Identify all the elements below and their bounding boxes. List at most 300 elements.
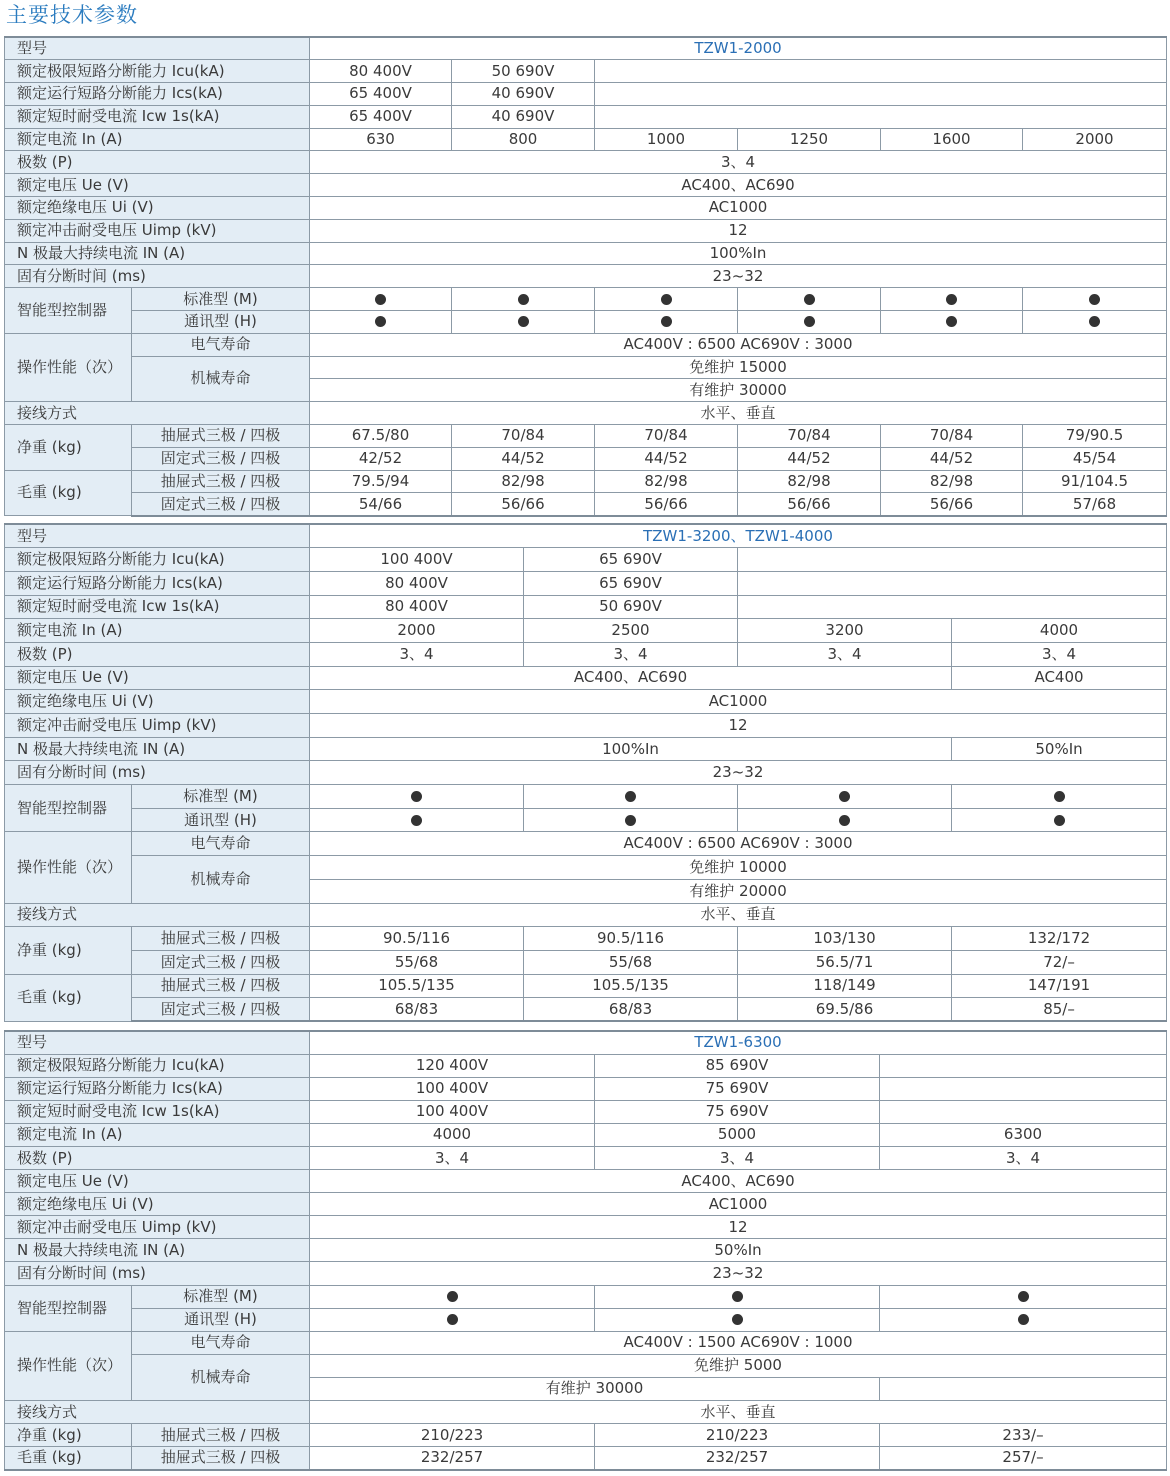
label-ue: 额定电压 Ue (V) bbox=[5, 666, 310, 690]
label-standard: 标准型 (M) bbox=[132, 288, 310, 311]
filled-dot-icon bbox=[839, 815, 850, 826]
value-cell: 118/149 bbox=[738, 974, 952, 998]
value-cell: 3、4 bbox=[310, 1146, 595, 1169]
label-fixed: 固定式三极 / 四极 bbox=[132, 493, 310, 516]
value-cell: 82/98 bbox=[452, 470, 595, 493]
dot-cell bbox=[952, 808, 1167, 832]
filled-dot-icon bbox=[447, 1314, 458, 1325]
table-row bbox=[5, 470, 1167, 493]
value-cell: 91/104.5 bbox=[1023, 470, 1167, 493]
table-row bbox=[5, 311, 1167, 334]
value-cell: 100 400V bbox=[310, 1100, 595, 1123]
value-cell: 75 690V bbox=[595, 1100, 880, 1123]
label-controller: 智能型控制器 bbox=[5, 1285, 132, 1331]
filled-dot-icon bbox=[732, 1291, 743, 1302]
label-drawout: 抽屉式三极 / 四极 bbox=[132, 974, 310, 998]
value-cell: 1600 bbox=[881, 128, 1023, 151]
table-row bbox=[5, 356, 1167, 379]
label-net-weight: 净重 (kg) bbox=[5, 425, 132, 471]
dot-cell bbox=[595, 1308, 880, 1331]
label-drawout: 抽屉式三极 / 四极 bbox=[132, 470, 310, 493]
table-row bbox=[5, 714, 1167, 738]
page-title: 主要技术参数 bbox=[6, 3, 138, 27]
label-break-time: 固有分断时间 (ms) bbox=[5, 761, 310, 785]
dot-cell bbox=[524, 808, 738, 832]
table-row bbox=[5, 666, 1167, 690]
value-cell: 82/98 bbox=[738, 470, 881, 493]
value-cell: 90.5/116 bbox=[524, 927, 738, 951]
empty-cell bbox=[595, 60, 1167, 83]
value-cell: 54/66 bbox=[310, 493, 452, 516]
label-icw: 额定短时耐受电流 Icw 1s(kA) bbox=[5, 595, 310, 619]
value-cell: 3、4 bbox=[738, 642, 952, 666]
value-cell: 12 bbox=[310, 714, 1167, 738]
value-cell: 103/130 bbox=[738, 927, 952, 951]
value-cell: 65 400V bbox=[310, 105, 452, 128]
dot-cell bbox=[738, 808, 952, 832]
label-elec-life: 电气寿命 bbox=[132, 832, 310, 856]
value-cell: 232/257 bbox=[310, 1447, 595, 1470]
value-cell: 56/66 bbox=[595, 493, 738, 516]
value-cell: 85/– bbox=[952, 998, 1167, 1022]
value-cell: 100%In bbox=[310, 737, 952, 761]
value-cell: AC1000 bbox=[310, 197, 1167, 220]
label-break-time: 固有分断时间 (ms) bbox=[5, 1262, 310, 1285]
label-icw: 额定短时耐受电流 Icw 1s(kA) bbox=[5, 105, 310, 128]
value-cell: 70/84 bbox=[881, 425, 1023, 448]
value-cell: 56/66 bbox=[881, 493, 1023, 516]
label-mech-life: 机械寿命 bbox=[132, 1354, 310, 1400]
filled-dot-icon bbox=[1054, 815, 1065, 826]
filled-dot-icon bbox=[804, 294, 815, 305]
value-cell: 免维护 15000 bbox=[310, 356, 1167, 379]
table-row bbox=[5, 105, 1167, 128]
filled-dot-icon bbox=[625, 791, 636, 802]
value-cell: 3、4 bbox=[595, 1146, 880, 1169]
table-row bbox=[5, 974, 1167, 998]
table-row bbox=[5, 1239, 1167, 1262]
filled-dot-icon bbox=[1018, 1291, 1029, 1302]
value-cell: 800 bbox=[452, 128, 595, 151]
label-gross-weight: 毛重 (kg) bbox=[5, 974, 132, 1021]
label-gross-weight: 毛重 (kg) bbox=[5, 1447, 132, 1470]
value-cell: 75 690V bbox=[595, 1077, 880, 1100]
table-row bbox=[5, 83, 1167, 106]
spec-table-tzw1-6300 bbox=[4, 1030, 1167, 1471]
value-cell: 80 400V bbox=[310, 60, 452, 83]
value-cell: 69.5/86 bbox=[738, 998, 952, 1022]
value-cell: 4000 bbox=[952, 619, 1167, 643]
value-cell: 210/223 bbox=[310, 1424, 595, 1447]
table-row bbox=[5, 1054, 1167, 1077]
value-cell: 2000 bbox=[1023, 128, 1167, 151]
value-cell: 4000 bbox=[310, 1123, 595, 1146]
label-poles: 极数 (P) bbox=[5, 151, 310, 174]
value-cell: 70/84 bbox=[595, 425, 738, 448]
table-row bbox=[5, 174, 1167, 197]
value-cell: 65 400V bbox=[310, 83, 452, 106]
table-row bbox=[5, 1077, 1167, 1100]
empty-cell bbox=[738, 548, 1167, 572]
label-wiring: 接线方式 bbox=[5, 402, 310, 425]
table-row bbox=[5, 998, 1167, 1022]
value-cell: 56.5/71 bbox=[738, 950, 952, 974]
value-cell: 有维护 30000 bbox=[310, 379, 1167, 402]
value-cell: 65 690V bbox=[524, 548, 738, 572]
label-poles: 极数 (P) bbox=[5, 1146, 310, 1169]
value-cell: 44/52 bbox=[595, 447, 738, 470]
label-model: 型号 bbox=[5, 37, 310, 60]
value-cell: 50 690V bbox=[524, 595, 738, 619]
dot-cell bbox=[738, 288, 881, 311]
table-row bbox=[5, 1308, 1167, 1331]
label-ui: 额定绝缘电压 Ui (V) bbox=[5, 197, 310, 220]
value-cell: 6300 bbox=[880, 1123, 1167, 1146]
filled-dot-icon bbox=[375, 294, 386, 305]
table-row bbox=[5, 1123, 1167, 1146]
label-mech-life: 机械寿命 bbox=[132, 856, 310, 903]
label-fixed: 固定式三极 / 四极 bbox=[132, 447, 310, 470]
filled-dot-icon bbox=[661, 316, 672, 327]
table-row bbox=[5, 619, 1167, 643]
dot-cell bbox=[310, 1285, 595, 1308]
table-row bbox=[5, 1170, 1167, 1193]
value-cell: AC400 bbox=[952, 666, 1167, 690]
empty-cell bbox=[738, 571, 1167, 595]
value-cell: 50%In bbox=[310, 1239, 1167, 1262]
value-cell: 有维护 20000 bbox=[310, 879, 1167, 903]
value-cell: 50%In bbox=[952, 737, 1167, 761]
value-cell: 免维护 5000 bbox=[310, 1354, 1167, 1377]
label-ics: 额定运行短路分断能力 Ics(kA) bbox=[5, 83, 310, 106]
filled-dot-icon bbox=[1089, 316, 1100, 327]
label-ui: 额定绝缘电压 Ui (V) bbox=[5, 690, 310, 714]
value-cell: 3、4 bbox=[310, 151, 1167, 174]
label-comm: 通讯型 (H) bbox=[132, 1308, 310, 1331]
empty-cell bbox=[880, 1054, 1167, 1077]
filled-dot-icon bbox=[1018, 1314, 1029, 1325]
label-ue: 额定电压 Ue (V) bbox=[5, 1170, 310, 1193]
table-row bbox=[5, 60, 1167, 83]
table-row bbox=[5, 856, 1167, 880]
filled-dot-icon bbox=[375, 316, 386, 327]
value-cell: 3、4 bbox=[524, 642, 738, 666]
label-uimp: 额定冲击耐受电压 Uimp (kV) bbox=[5, 714, 310, 738]
value-cell: 100 400V bbox=[310, 548, 524, 572]
label-wiring: 接线方式 bbox=[5, 1401, 310, 1424]
model-name: TZW1-3200、TZW1-4000 bbox=[310, 524, 1167, 548]
label-in: 额定电流 In (A) bbox=[5, 619, 310, 643]
label-ics: 额定运行短路分断能力 Ics(kA) bbox=[5, 1077, 310, 1100]
label-icu: 额定极限短路分断能力 Icu(kA) bbox=[5, 60, 310, 83]
table-row bbox=[5, 548, 1167, 572]
dot-cell bbox=[595, 1285, 880, 1308]
value-cell: 57/68 bbox=[1023, 493, 1167, 516]
dot-cell bbox=[310, 808, 524, 832]
table-row bbox=[5, 402, 1167, 425]
table-row bbox=[5, 219, 1167, 242]
dot-cell bbox=[738, 785, 952, 809]
filled-dot-icon bbox=[447, 1291, 458, 1302]
value-cell: 120 400V bbox=[310, 1054, 595, 1077]
table-row bbox=[5, 288, 1167, 311]
value-cell: 55/68 bbox=[310, 950, 524, 974]
value-cell: 12 bbox=[310, 1216, 1167, 1239]
label-operation: 操作性能（次） bbox=[5, 1331, 132, 1400]
table-row bbox=[5, 1354, 1167, 1377]
value-cell: 42/52 bbox=[310, 447, 452, 470]
value-cell: 40 690V bbox=[452, 83, 595, 106]
label-drawout: 抽屉式三极 / 四极 bbox=[132, 1424, 310, 1447]
value-cell: 23~32 bbox=[310, 761, 1167, 785]
label-icw: 额定短时耐受电流 Icw 1s(kA) bbox=[5, 1100, 310, 1123]
value-cell: AC400、AC690 bbox=[310, 174, 1167, 197]
label-standard: 标准型 (M) bbox=[132, 1285, 310, 1308]
value-cell: 80 400V bbox=[310, 571, 524, 595]
filled-dot-icon bbox=[411, 791, 422, 802]
value-cell: 82/98 bbox=[595, 470, 738, 493]
dot-cell bbox=[452, 288, 595, 311]
filled-dot-icon bbox=[411, 815, 422, 826]
table-row bbox=[5, 595, 1167, 619]
dot-cell bbox=[310, 1308, 595, 1331]
value-cell: 105.5/135 bbox=[524, 974, 738, 998]
value-cell: 132/172 bbox=[952, 927, 1167, 951]
table-row bbox=[5, 927, 1167, 951]
value-cell: 65 690V bbox=[524, 571, 738, 595]
table-row bbox=[5, 642, 1167, 666]
dot-cell bbox=[310, 311, 452, 334]
value-cell: 68/83 bbox=[524, 998, 738, 1022]
spec-table-tzw1-3200-4000 bbox=[4, 523, 1167, 1022]
value-cell: 44/52 bbox=[738, 447, 881, 470]
value-cell: 40 690V bbox=[452, 105, 595, 128]
value-cell: 257/– bbox=[880, 1447, 1167, 1470]
table-row bbox=[5, 1285, 1167, 1308]
empty-cell bbox=[880, 1100, 1167, 1123]
label-in: 额定电流 In (A) bbox=[5, 1123, 310, 1146]
label-drawout: 抽屉式三极 / 四极 bbox=[132, 425, 310, 448]
table-row bbox=[5, 333, 1167, 356]
value-cell: 23~32 bbox=[310, 1262, 1167, 1285]
value-cell: 44/52 bbox=[881, 447, 1023, 470]
label-operation: 操作性能（次） bbox=[5, 333, 132, 401]
filled-dot-icon bbox=[625, 815, 636, 826]
value-cell: 3200 bbox=[738, 619, 952, 643]
filled-dot-icon bbox=[732, 1314, 743, 1325]
value-cell: 85 690V bbox=[595, 1054, 880, 1077]
value-cell: 56/66 bbox=[738, 493, 881, 516]
table-row bbox=[5, 425, 1167, 448]
label-ue: 额定电压 Ue (V) bbox=[5, 174, 310, 197]
filled-dot-icon bbox=[661, 294, 672, 305]
value-cell: AC1000 bbox=[310, 690, 1167, 714]
value-cell: 105.5/135 bbox=[310, 974, 524, 998]
empty-cell bbox=[880, 1077, 1167, 1100]
label-gross-weight: 毛重 (kg) bbox=[5, 470, 132, 516]
dot-cell bbox=[1023, 288, 1167, 311]
label-elec-life: 电气寿命 bbox=[132, 1331, 310, 1354]
value-cell: 1250 bbox=[738, 128, 881, 151]
value-cell: AC400V : 6500 AC690V : 3000 bbox=[310, 832, 1167, 856]
value-cell: AC400、AC690 bbox=[310, 666, 952, 690]
table-row bbox=[5, 242, 1167, 265]
value-cell: 79.5/94 bbox=[310, 470, 452, 493]
label-controller: 智能型控制器 bbox=[5, 785, 132, 832]
value-cell: 免维护 10000 bbox=[310, 856, 1167, 880]
label-operation: 操作性能（次） bbox=[5, 832, 132, 903]
value-cell: 水平、垂直 bbox=[310, 1401, 1167, 1424]
value-cell: 100 400V bbox=[310, 1077, 595, 1100]
filled-dot-icon bbox=[946, 294, 957, 305]
table-row bbox=[5, 571, 1167, 595]
filled-dot-icon bbox=[1054, 791, 1065, 802]
filled-dot-icon bbox=[839, 791, 850, 802]
table-row bbox=[5, 265, 1167, 288]
value-cell: 水平、垂直 bbox=[310, 402, 1167, 425]
table-row bbox=[5, 808, 1167, 832]
dot-cell bbox=[452, 311, 595, 334]
value-cell: AC400、AC690 bbox=[310, 1170, 1167, 1193]
table-row bbox=[5, 1031, 1167, 1054]
value-cell: 147/191 bbox=[952, 974, 1167, 998]
dot-cell bbox=[1023, 311, 1167, 334]
value-cell: 100%In bbox=[310, 242, 1167, 265]
table-row bbox=[5, 1424, 1167, 1447]
table-row bbox=[5, 903, 1167, 927]
table-row bbox=[5, 1146, 1167, 1169]
value-cell: 有维护 30000 bbox=[310, 1377, 880, 1400]
table-row bbox=[5, 785, 1167, 809]
value-cell: 210/223 bbox=[595, 1424, 880, 1447]
value-cell: AC400V : 1500 AC690V : 1000 bbox=[310, 1331, 1167, 1354]
value-cell: 2500 bbox=[524, 619, 738, 643]
dot-cell bbox=[595, 311, 738, 334]
label-comm: 通讯型 (H) bbox=[132, 808, 310, 832]
label-in: 额定电流 In (A) bbox=[5, 128, 310, 151]
label-n-pole: N 极最大持续电流 IN (A) bbox=[5, 737, 310, 761]
value-cell: 72/– bbox=[952, 950, 1167, 974]
value-cell: AC400V : 6500 AC690V : 3000 bbox=[310, 333, 1167, 356]
value-cell: 67.5/80 bbox=[310, 425, 452, 448]
label-ics: 额定运行短路分断能力 Ics(kA) bbox=[5, 571, 310, 595]
label-model: 型号 bbox=[5, 1031, 310, 1054]
value-cell: 12 bbox=[310, 219, 1167, 242]
label-icu: 额定极限短路分断能力 Icu(kA) bbox=[5, 1054, 310, 1077]
dot-cell bbox=[738, 311, 881, 334]
label-wiring: 接线方式 bbox=[5, 903, 310, 927]
table-row bbox=[5, 197, 1167, 220]
value-cell: 5000 bbox=[595, 1123, 880, 1146]
label-model: 型号 bbox=[5, 524, 310, 548]
label-fixed: 固定式三极 / 四极 bbox=[132, 998, 310, 1022]
label-poles: 极数 (P) bbox=[5, 642, 310, 666]
value-cell: 79/90.5 bbox=[1023, 425, 1167, 448]
label-break-time: 固有分断时间 (ms) bbox=[5, 265, 310, 288]
label-fixed: 固定式三极 / 四极 bbox=[132, 950, 310, 974]
label-elec-life: 电气寿命 bbox=[132, 333, 310, 356]
value-cell: 50 690V bbox=[452, 60, 595, 83]
table-row bbox=[5, 832, 1167, 856]
label-n-pole: N 极最大持续电流 IN (A) bbox=[5, 242, 310, 265]
dot-cell bbox=[524, 785, 738, 809]
table-row bbox=[5, 1447, 1167, 1470]
label-n-pole: N 极最大持续电流 IN (A) bbox=[5, 1239, 310, 1262]
value-cell: 82/98 bbox=[881, 470, 1023, 493]
empty-cell bbox=[595, 83, 1167, 106]
table-row bbox=[5, 1401, 1167, 1424]
value-cell: 80 400V bbox=[310, 595, 524, 619]
value-cell: 630 bbox=[310, 128, 452, 151]
value-cell: 44/52 bbox=[452, 447, 595, 470]
label-comm: 通讯型 (H) bbox=[132, 311, 310, 334]
value-cell: 水平、垂直 bbox=[310, 903, 1167, 927]
value-cell: 55/68 bbox=[524, 950, 738, 974]
table-row bbox=[5, 493, 1167, 516]
model-name: TZW1-6300 bbox=[310, 1031, 1167, 1054]
value-cell: 68/83 bbox=[310, 998, 524, 1022]
filled-dot-icon bbox=[946, 316, 957, 327]
table-row bbox=[5, 1262, 1167, 1285]
value-cell: 70/84 bbox=[738, 425, 881, 448]
dot-cell bbox=[880, 1285, 1167, 1308]
table-row bbox=[5, 524, 1167, 548]
value-cell: 233/– bbox=[880, 1424, 1167, 1447]
table-row bbox=[5, 128, 1167, 151]
table-row bbox=[5, 737, 1167, 761]
table-row bbox=[5, 950, 1167, 974]
table-row bbox=[5, 1100, 1167, 1123]
value-cell: 3、4 bbox=[952, 642, 1167, 666]
table-row bbox=[5, 1193, 1167, 1216]
value-cell: 1000 bbox=[595, 128, 738, 151]
table-row bbox=[5, 1216, 1167, 1239]
value-cell: 70/84 bbox=[452, 425, 595, 448]
filled-dot-icon bbox=[1089, 294, 1100, 305]
value-cell: 45/54 bbox=[1023, 447, 1167, 470]
label-ui: 额定绝缘电压 Ui (V) bbox=[5, 1193, 310, 1216]
dot-cell bbox=[310, 785, 524, 809]
table-row bbox=[5, 690, 1167, 714]
empty-cell bbox=[880, 1377, 1167, 1400]
label-uimp: 额定冲击耐受电压 Uimp (kV) bbox=[5, 219, 310, 242]
dot-cell bbox=[881, 288, 1023, 311]
model-name: TZW1-2000 bbox=[310, 37, 1167, 60]
empty-cell bbox=[595, 105, 1167, 128]
table-row bbox=[5, 1331, 1167, 1354]
empty-cell bbox=[738, 595, 1167, 619]
label-standard: 标准型 (M) bbox=[132, 785, 310, 809]
value-cell: 56/66 bbox=[452, 493, 595, 516]
dot-cell bbox=[880, 1308, 1167, 1331]
value-cell: 23~32 bbox=[310, 265, 1167, 288]
table-row bbox=[5, 447, 1167, 470]
value-cell: 232/257 bbox=[595, 1447, 880, 1470]
dot-cell bbox=[952, 785, 1167, 809]
label-drawout: 抽屉式三极 / 四极 bbox=[132, 927, 310, 951]
label-net-weight: 净重 (kg) bbox=[5, 927, 132, 974]
dot-cell bbox=[881, 311, 1023, 334]
filled-dot-icon bbox=[518, 294, 529, 305]
dot-cell bbox=[595, 288, 738, 311]
label-controller: 智能型控制器 bbox=[5, 288, 132, 334]
value-cell: AC1000 bbox=[310, 1193, 1167, 1216]
value-cell: 3、4 bbox=[880, 1146, 1167, 1169]
label-uimp: 额定冲击耐受电压 Uimp (kV) bbox=[5, 1216, 310, 1239]
label-mech-life: 机械寿命 bbox=[132, 356, 310, 402]
label-drawout: 抽屉式三极 / 四极 bbox=[132, 1447, 310, 1470]
table-row bbox=[5, 37, 1167, 60]
